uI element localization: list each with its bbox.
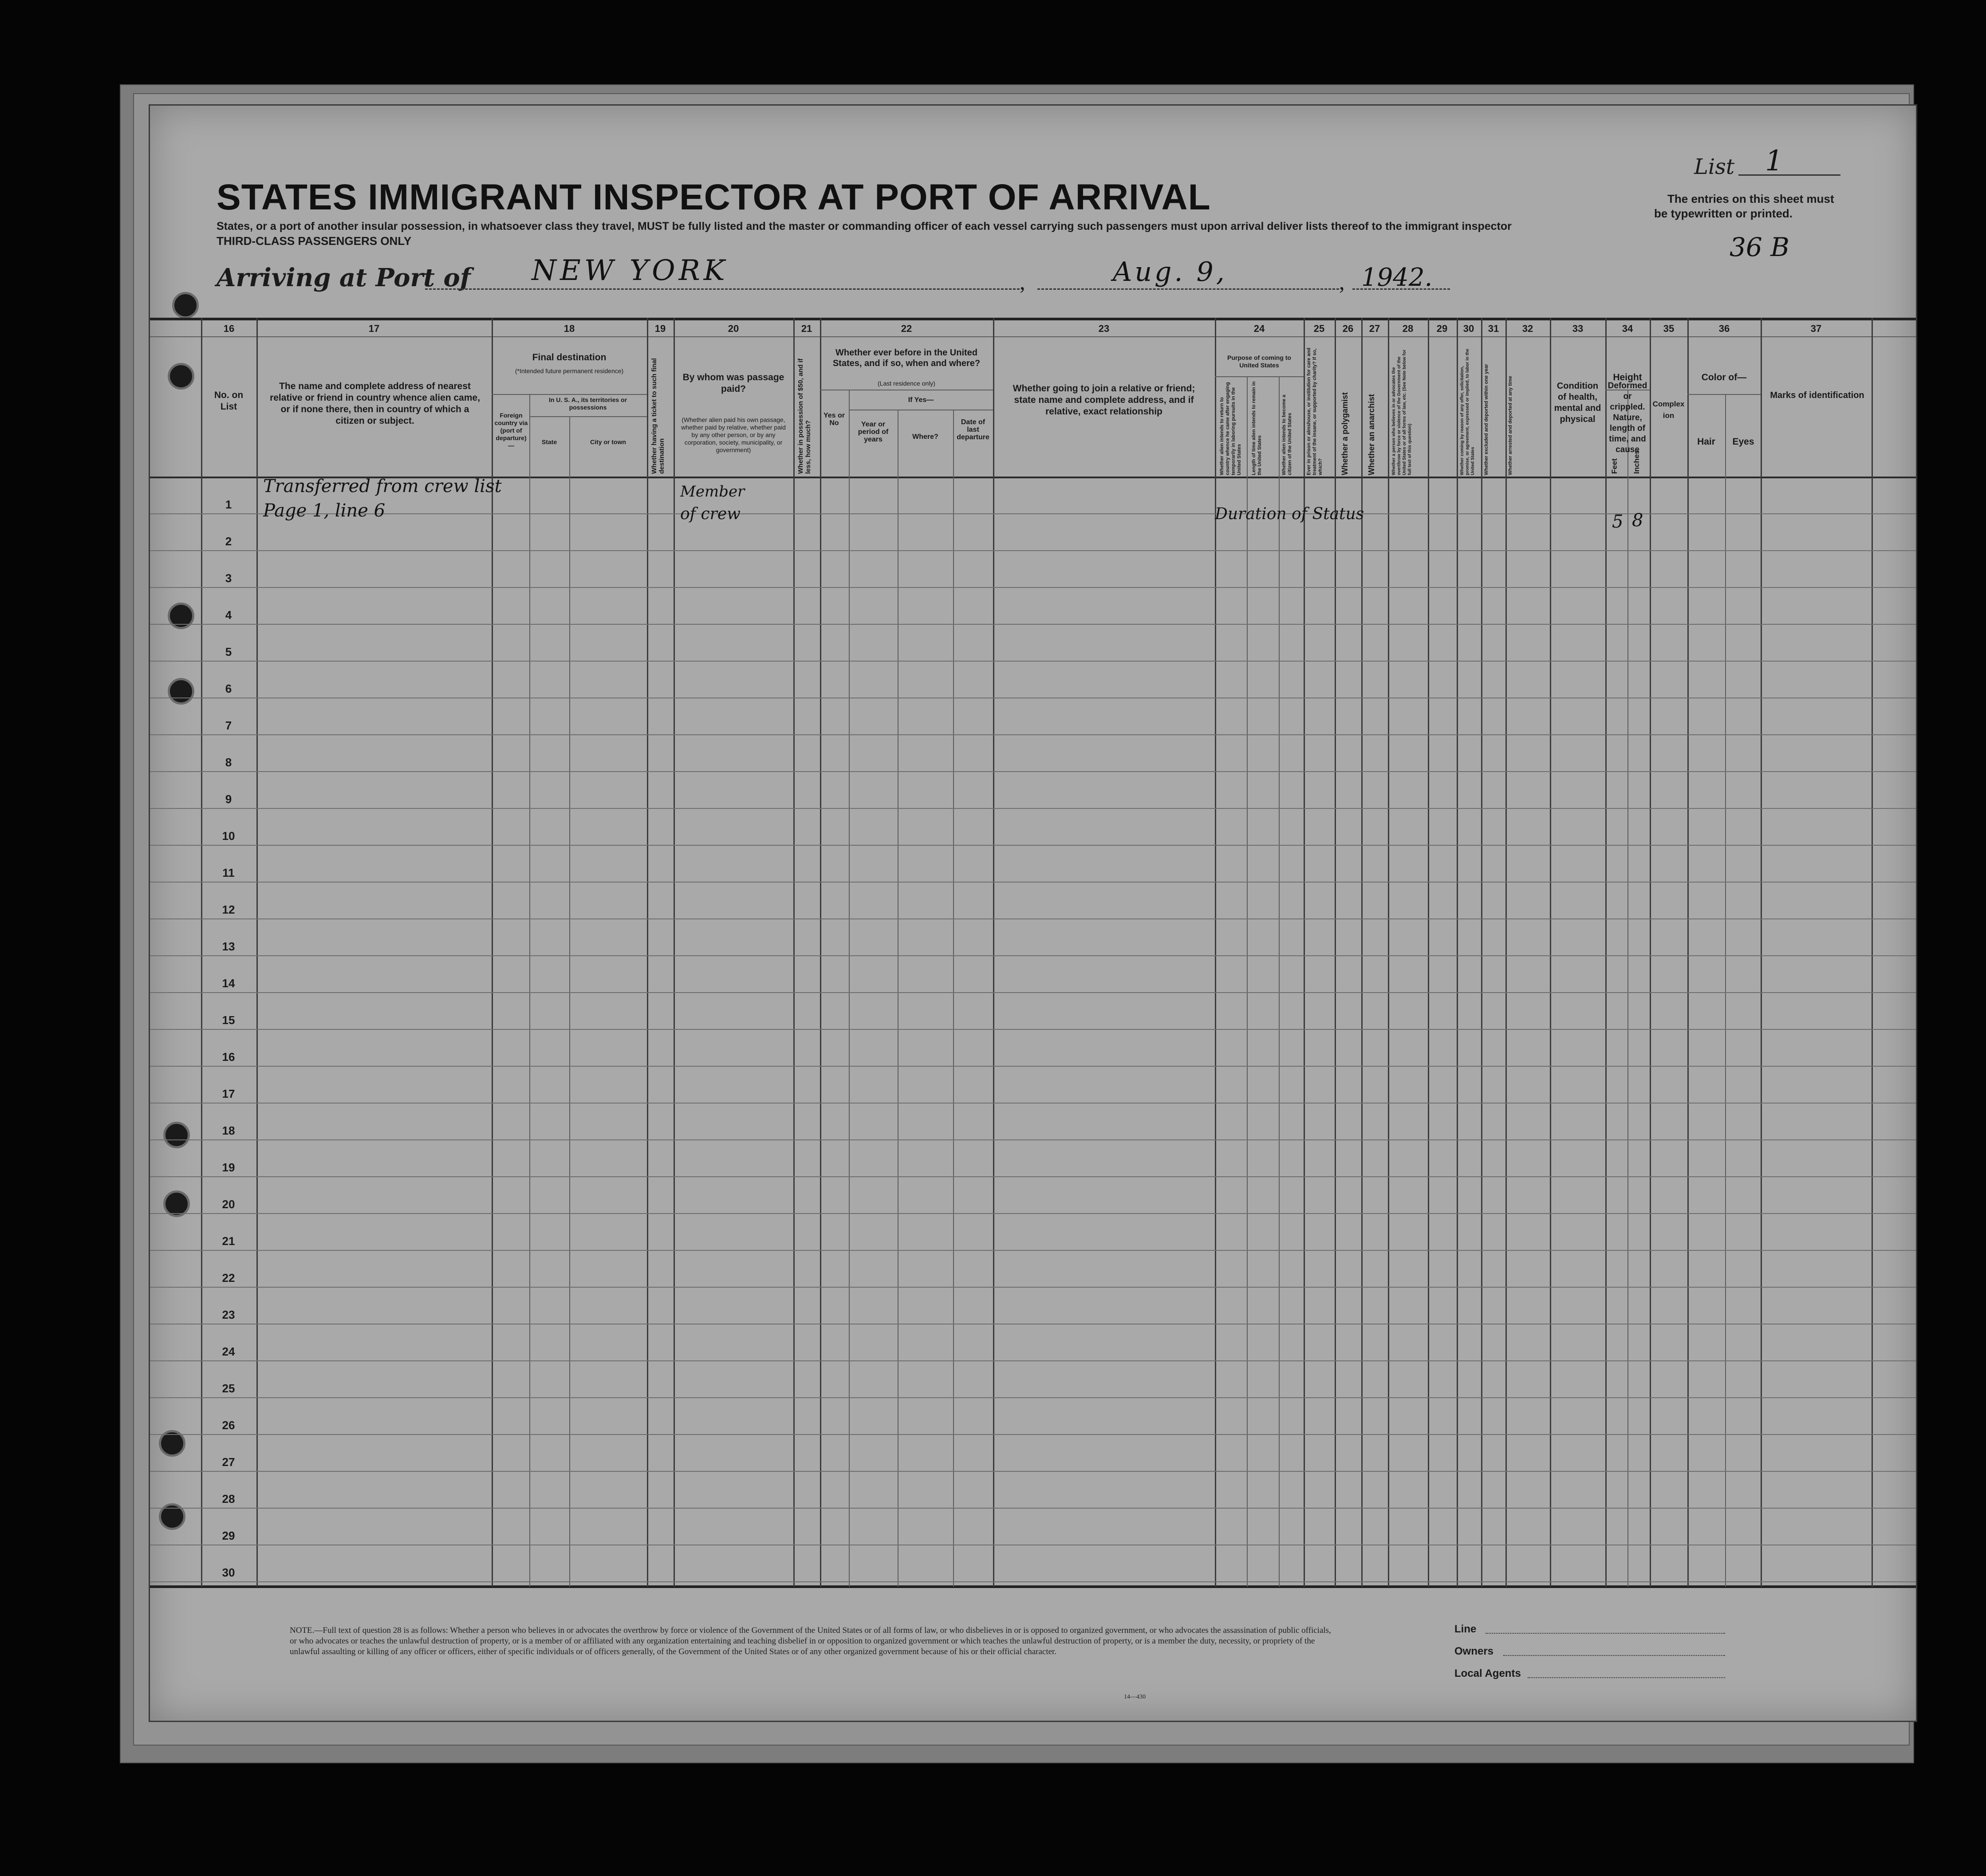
line-label: Line	[1454, 1623, 1477, 1635]
col-sep	[820, 318, 821, 1587]
column-number: 31	[1488, 323, 1499, 334]
header-purpose-length: Length of time alien intends to remain in the United States	[1251, 381, 1262, 475]
column-number: 30	[1463, 323, 1474, 334]
header-deformed: Deformed or crippled. Nature, length of time, and cause	[1608, 381, 1647, 454]
row-number: 18	[222, 1124, 235, 1137]
header-arrested: Whether arrested and deported at any time	[1508, 376, 1513, 475]
header-join-relative: Whether going to join a relative or friend; state name and complete address, and if relative, exact relationship	[1013, 383, 1195, 417]
column-number: 33	[1572, 323, 1584, 334]
header-inches: Inches	[1632, 450, 1641, 474]
row-number: 5	[225, 645, 232, 658]
header-no-on-list: No. on List	[214, 390, 244, 412]
col-sep	[1627, 390, 1628, 1587]
line-underline	[1486, 1633, 1725, 1634]
row-rule	[150, 992, 1916, 993]
list-label: List	[1694, 154, 1735, 179]
column-number: 24	[1253, 323, 1265, 334]
header-purpose-citizen: Whether alien intends to become a citizen of the United States	[1281, 394, 1292, 475]
row-rule	[150, 955, 1916, 956]
col-sep	[647, 318, 648, 1587]
col-sep	[1687, 318, 1689, 1587]
subheader-rule	[1687, 394, 1761, 395]
year-value: 1942.	[1361, 263, 1433, 292]
subtitle-line: States, or a port of another insular possession, in whatsoever class they travel, MUST be fully listed and the master or commanding officer of each vessel carrying such passengers must upon arrival deliver lists thereof to the immigrant inspector	[217, 220, 1512, 233]
row-rule	[150, 845, 1916, 846]
col-sep	[1872, 318, 1873, 1587]
list-underline	[1738, 174, 1840, 176]
col-sep	[1605, 318, 1607, 1587]
header-height: Height	[1613, 372, 1642, 382]
binder-hole	[172, 292, 199, 319]
header-ticket: Whether having a ticket to such final destination	[650, 358, 666, 474]
row-number: 15	[222, 1013, 235, 1027]
col-sep	[953, 410, 954, 1587]
row-rule	[150, 1287, 1916, 1288]
column-number: 36	[1718, 323, 1730, 334]
row-number: 2	[225, 535, 232, 548]
row-number: 27	[222, 1455, 235, 1469]
row-number: 20	[222, 1198, 235, 1211]
form-code: 14—430	[1124, 1694, 1146, 1700]
column-number: 28	[1402, 323, 1414, 334]
col-sep	[1388, 318, 1389, 1587]
col-sep	[1247, 376, 1248, 1587]
col-sep	[849, 390, 850, 1587]
row-rule	[150, 1508, 1916, 1509]
header-color-of: Color of—	[1701, 372, 1747, 382]
header-anarchist: Whether an anarchist	[1367, 394, 1376, 475]
header-nearest-relative: The name and complete address of nearest relative or friend in country whence alien came, or if none there, then in country of which a citizen or subject.	[270, 381, 480, 426]
header-complexion: Complexion	[1652, 400, 1685, 420]
header-passage-paid: By whom was passage paid?	[682, 372, 784, 394]
row-number: 4	[225, 608, 232, 622]
row-number: 12	[222, 903, 235, 916]
column-number: 17	[368, 323, 380, 334]
entry-height-feet: 5	[1612, 512, 1623, 532]
entry-relative-line1: Transferred from crew list	[263, 476, 502, 497]
entry-height-inches: 8	[1632, 510, 1643, 531]
column-number: 26	[1342, 323, 1354, 334]
typewritten-note: be typewritten or printed.	[1654, 207, 1793, 220]
header-if-yes: If Yes—	[908, 396, 934, 404]
row-number: 3	[225, 571, 232, 585]
header-hair: Hair	[1697, 437, 1715, 447]
entry-purpose: Duration of Status	[1215, 505, 1364, 523]
col-sep	[1457, 318, 1458, 1587]
column-number: 23	[1098, 323, 1110, 334]
row-rule	[150, 918, 1916, 919]
col-sep	[1550, 318, 1551, 1587]
header-excluded: Whether excluded and deported within one year	[1484, 364, 1489, 475]
header-final-destination-note: (*Intended future permanent residence)	[515, 367, 624, 374]
row-rule	[150, 1213, 1916, 1214]
local-agents-label: Local Agents	[1454, 1667, 1521, 1679]
row-rule	[150, 1471, 1916, 1472]
row-rule	[150, 734, 1916, 735]
header-last-departure: Date of last departure	[957, 418, 989, 441]
header-yes-no: Yes or No	[823, 412, 845, 427]
header-passage-note: (Whether alien paid his own passage, whether paid by relative, whether paid by any other person, or by any corporation, society, municipality, or government)	[681, 416, 786, 453]
row-rule	[150, 771, 1916, 772]
row-rule	[150, 808, 1916, 809]
header-feet: Feet	[1610, 458, 1619, 474]
row-rule	[150, 587, 1916, 588]
col-sep	[201, 318, 202, 1587]
header-last-residence: (Last residence only)	[878, 380, 935, 387]
col-sep	[1505, 318, 1507, 1587]
col-sep	[1650, 318, 1651, 1587]
column-number: 25	[1313, 323, 1325, 334]
owners-underline	[1503, 1655, 1725, 1656]
row-number: 26	[222, 1419, 235, 1432]
row-rule	[150, 1029, 1916, 1030]
column-number: 20	[728, 323, 739, 334]
row-number: 25	[222, 1382, 235, 1395]
row-number: 16	[222, 1050, 235, 1064]
manifest-sheet	[149, 104, 1917, 1722]
row-number: 13	[222, 940, 235, 953]
row-number: 21	[222, 1234, 235, 1248]
header-question-28: Whether a person who believes in or advocates the overthrow by force or violence of the Government of the United States or of all forms of law, etc. (See Note below for full text of this question)	[1391, 349, 1412, 475]
column-number: 22	[901, 323, 912, 334]
header-city: City or town	[590, 438, 626, 445]
row-number: 7	[225, 719, 232, 732]
row-rule	[150, 550, 1916, 551]
header-eyes: Eyes	[1732, 437, 1754, 447]
col-sep	[1428, 318, 1429, 1587]
entry-passage-line1: Member	[680, 483, 745, 501]
sheet-code: 36 B	[1730, 232, 1789, 262]
page-title: STATES IMMIGRANT INSPECTOR AT PORT OF ARRIVAL	[217, 177, 1211, 217]
binder-hole	[168, 678, 194, 705]
subheader-rule	[1215, 376, 1304, 377]
arriving-label: Arriving at Port of	[217, 263, 471, 292]
row-rule	[150, 1103, 1916, 1104]
row-number: 9	[225, 792, 232, 806]
header-foreign-country: Foreign country via (port of departure)—	[494, 412, 528, 449]
date-underline	[1037, 288, 1339, 290]
column-number: 29	[1436, 323, 1448, 334]
entry-relative-line2: Page 1, line 6	[263, 501, 386, 521]
row-rule	[150, 1434, 1916, 1435]
column-number: 35	[1663, 323, 1675, 334]
row-rule	[150, 1360, 1916, 1361]
row-rule	[150, 513, 1916, 514]
row-rule	[150, 1139, 1916, 1140]
column-number: 16	[223, 323, 235, 334]
row-rule	[150, 1581, 1916, 1582]
row-rule	[150, 1397, 1916, 1398]
entry-passage-line2: of crew	[680, 505, 741, 523]
row-number: 29	[222, 1529, 235, 1542]
agents-underline	[1528, 1677, 1725, 1678]
header-state: State	[541, 438, 557, 445]
row-number: 14	[222, 977, 235, 990]
header-prison: Ever in prison or almshouse, or institution for care and treatment of the insane, or supported by charity? If so, which?	[1306, 347, 1323, 475]
binder-hole	[159, 1503, 185, 1530]
column-number: 37	[1810, 323, 1822, 334]
question-28-note: NOTE.—Full text of question 28 is as follows: Whether a person who believes in or advocates the overthrow by force or violence of the Government of the United States or of all forms of law, or who disbelieves in or is opposed to organized government, or who advocates the assassination of public officials, or who advocates or teaches the unlawful destruction of property, or is a member of or affiliated with any organization entertaining and teaching disbelief in or opposition to organized government or which teaches the unlawful destruction of property, or is a member the duty, necessity, or propriety of the unlawful assaulting or killing of any officer or officers, either of specific individuals or of officers generally, of the Government of the United States or of any other organized government because of his or their official character.	[290, 1626, 1331, 1656]
col-sep	[1725, 394, 1726, 1587]
row-number: 22	[222, 1271, 235, 1285]
row-number: 17	[222, 1087, 235, 1100]
col-sep	[1761, 318, 1762, 1587]
comma: ,	[1339, 269, 1345, 294]
port-value: NEW YORK	[532, 254, 729, 287]
row-rule	[150, 624, 1916, 625]
col-sep	[529, 394, 530, 1587]
header-where: Where?	[912, 433, 938, 441]
row-number: 1	[225, 498, 232, 511]
col-sep	[569, 416, 570, 1587]
row-number: 28	[222, 1492, 235, 1506]
col-sep	[492, 318, 493, 1587]
header-health: Condition of health, mental and physical	[1554, 381, 1601, 424]
port-underline	[425, 288, 1020, 290]
row-number: 30	[222, 1566, 235, 1579]
header-in-usa: In U. S. A., its territories or possessions	[548, 396, 627, 411]
column-number: 27	[1369, 323, 1380, 334]
row-number: 24	[222, 1345, 235, 1358]
header-final-destination: Final destination	[532, 352, 607, 363]
row-number: 6	[225, 682, 232, 695]
col-sep	[1481, 318, 1482, 1587]
column-number: 18	[563, 323, 575, 334]
header-fifty-dollars: Whether in possession of $50, and if less, how much?	[797, 358, 812, 474]
row-rule	[150, 1176, 1916, 1177]
binder-hole	[168, 363, 194, 390]
row-rule	[150, 1250, 1916, 1251]
header-before-in-us: Whether ever before in the United States, and if so, when and where?	[832, 348, 981, 368]
column-number: 34	[1622, 323, 1633, 334]
column-number: 32	[1522, 323, 1533, 334]
column-number: 19	[654, 323, 666, 334]
subheader-rule	[492, 394, 647, 395]
header-polygamist: Whether a polygamist	[1340, 392, 1349, 475]
header-purpose: Purpose of coming to United States	[1227, 354, 1291, 369]
comma: ,	[1020, 269, 1025, 294]
table-bottom-rule	[150, 1585, 1916, 1588]
table-top-rule	[150, 318, 1916, 320]
row-rule	[150, 661, 1916, 662]
header-year-period: Year or period of years	[858, 421, 889, 443]
colnum-rule	[150, 336, 1916, 337]
col-sep	[1279, 376, 1280, 1587]
row-number: 19	[222, 1161, 235, 1174]
binder-hole	[168, 603, 194, 629]
row-number: 23	[222, 1308, 235, 1321]
header-marks: Marks of identification	[1770, 390, 1864, 400]
row-number: 10	[222, 829, 235, 843]
header-labor-offer: Whether coming by reason of any offer, solicitation, promise, or agreement, expressed or implied, to labor in the United States	[1460, 348, 1475, 475]
column-number: 21	[801, 323, 812, 334]
typewritten-note: The entries on this sheet must	[1667, 192, 1834, 205]
subheader-rule	[529, 416, 647, 417]
row-number: 8	[225, 756, 232, 769]
col-sep	[674, 318, 675, 1587]
row-rule	[150, 1066, 1916, 1067]
header-purpose-return: Whether alien intends to return to country whence he came after engaging temporarily in laboring pursuits in the United States	[1219, 382, 1242, 475]
col-sep	[993, 318, 994, 1587]
row-number: 11	[222, 866, 235, 879]
date-value: Aug. 9,	[1113, 256, 1227, 288]
passenger-class: THIRD-CLASS PASSENGERS ONLY	[217, 234, 412, 248]
col-sep	[256, 318, 258, 1587]
col-sep	[793, 318, 795, 1587]
list-value: 1	[1765, 145, 1783, 177]
row-rule	[150, 882, 1916, 883]
owners-label: Owners	[1454, 1645, 1494, 1657]
binder-hole	[163, 1122, 190, 1148]
